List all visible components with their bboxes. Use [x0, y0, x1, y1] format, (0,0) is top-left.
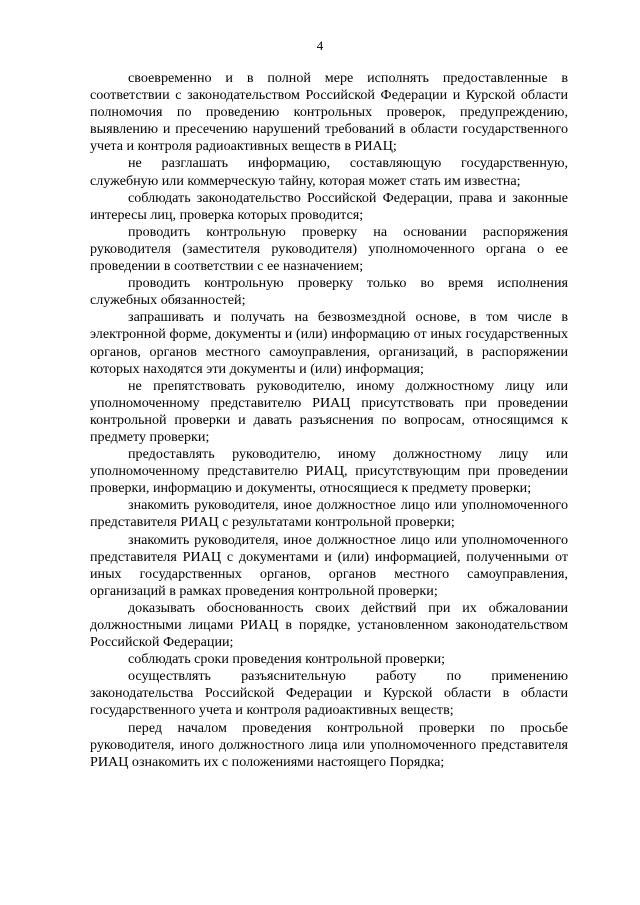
paragraph: знакомить руководителя, иное должностное лицо или уполномоченного представителя РИАЦ с результатами контрольной проверки;: [90, 497, 568, 531]
paragraph: проводить контрольную проверку на основании распоряжения руководителя (заместителя руководителя) уполномоченного органа о ее проведении в соответствии с ее назначением;: [90, 223, 568, 275]
paragraph: соблюдать законодательство Российской Федерации, права и законные интересы лиц, проверка которых проводится;: [90, 189, 568, 223]
paragraph: соблюдать сроки проведения контрольной проверки;: [128, 651, 446, 668]
paragraph: доказывать обоснованность своих действий при их обжаловании должностными лицами РИАЦ в порядке, установленном законодательством Российской Федерации;: [90, 599, 568, 651]
paragraph: осуществлять разъяснительную работу по применению законодательства Российской Федерации и Курской области в области государственного учета и контроля радиоактивных веществ;: [90, 668, 568, 719]
paragraph: проводить контрольную проверку только во время исполнения служебных обязанностей;: [90, 275, 568, 309]
document-body: [90, 70, 568, 771]
paragraph: перед началом проведения контрольной проверки по просьбе руководителя, иного должностного лица или уполномоченного представителя РИАЦ ознакомить их с положениями настоящего Порядка;: [90, 719, 568, 770]
paragraph: не разглашать информацию, составляющую государственную, служебную или коммерческую тайну, которая может стать им известна;: [90, 155, 568, 189]
page-number: 4: [316, 38, 324, 53]
paragraph: не препятствовать руководителю, иному должностному лицу или уполномоченному представителю РИАЦ присутствовать при проведении контрольной проверки и давать разъяснения по вопросам, относящимся к предмету проверки;: [90, 377, 568, 445]
paragraph: предоставлять руководителю, иному должностному лицу или уполномоченному представителю РИАЦ, присутствующим при проведении проверки, информацию и документы, относящиеся к предмету проверки;: [90, 446, 568, 497]
paragraph: запрашивать и получать на безвозмездной основе, в том числе в электронной форме, документы и (или) информацию от иных государственных органов, органов местного самоуправления, организаций, в распоряжении которых находятся эти документы и (или) информация;: [90, 309, 568, 377]
paragraph: знакомить руководителя, иное должностное лицо или уполномоченного представителя РИАЦ с документами и (или) информацией, полученными от иных государственных органов, органов местного самоуправления, организаций в рамках проведения контрольной проверки;: [90, 531, 568, 599]
paragraph: своевременно и в полной мере исполнять предоставленные в соответствии с законодательством Российской Федерации и Курской области полномочия по проведению контрольных проверок, предупреждению, выявлению и пресечению нарушений требований в области государственного учета и контроля радиоактивных веществ в РИАЦ;: [90, 70, 568, 155]
